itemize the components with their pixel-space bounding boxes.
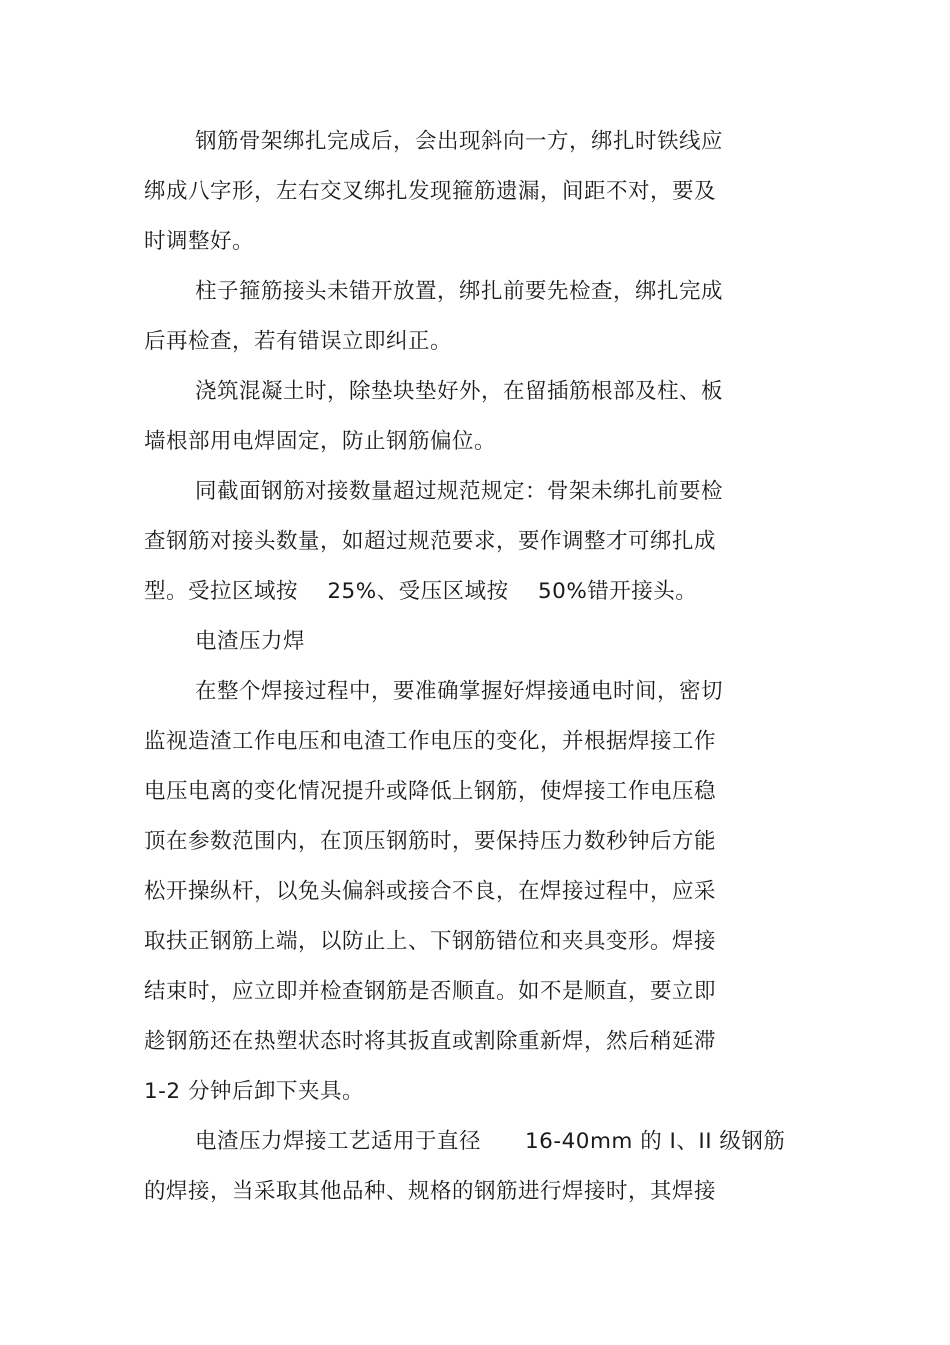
paragraph-5-line-7: 结束时，应立即并检查钢筋是否顺直。如不是顺直，要立即 — [144, 979, 717, 1004]
paragraph-1-line-3: 时调整好。 — [144, 229, 255, 254]
paragraph-5-line-2: 监视造渣工作电压和电渣工作电压的变化，并根据焊接工作 — [144, 729, 717, 754]
paragraph-5-line-1: 在整个焊接过程中，要准确掌握好焊接通电时间，密切 — [195, 679, 724, 704]
paragraph-2-line-2: 后再检查，若有错误立即纠正。 — [144, 329, 453, 354]
paragraph-4-line-1: 同截面钢筋对接数量超过规范规定：骨架未绑扎前要检 — [195, 479, 724, 504]
paragraph-5-line-5: 松开操纵杆，以免头偏斜或接合不良，在焊接过程中，应采 — [144, 879, 717, 904]
paragraph-3-line-2: 墙根部用电焊固定，防止钢筋偏位。 — [144, 429, 497, 454]
paragraph-1-line-2: 绑成八字形，左右交叉绑扎发现箍筋遗漏，间距不对，要及 — [144, 179, 717, 204]
paragraph-1-line-1: 钢筋骨架绑扎完成后，会出现斜向一方，绑扎时铁线应 — [195, 129, 724, 154]
paragraph-5-line-4: 顶在参数范围内，在顶压钢筋时，要保持压力数秒钟后方能 — [144, 829, 717, 854]
paragraph-6-line-2: 的焊接，当采取其他品种、规格的钢筋进行焊接时，其焊接 — [144, 1179, 717, 1204]
paragraph-4-line-2: 查钢筋对接头数量，如超过规范要求，要作调整才可绑扎成 — [144, 529, 717, 554]
paragraph-5-line-3: 电压电离的变化情况提升或降低上钢筋，使焊接工作电压稳 — [144, 779, 717, 804]
section-heading: 电渣压力焊 — [195, 629, 306, 654]
paragraph-3-line-1: 浇筑混凝土时，除垫块垫好外，在留插筋根部及柱、板 — [195, 379, 724, 404]
paragraph-5-line-9: 1-2 分钟后卸下夹具。 — [144, 1079, 364, 1104]
paragraph-4-line-3: 型。受拉区域按 25%、受压区域按 50%错开接头。 — [144, 579, 698, 604]
paragraph-5-line-6: 取扶正钢筋上端，以防止上、下钢筋错位和夹具变形。焊接 — [144, 929, 717, 954]
paragraph-5-line-8: 趁钢筋还在热塑状态时将其扳直或割除重新焊，然后稍延滞 — [144, 1029, 717, 1054]
paragraph-2-line-1: 柱子箍筋接头未错开放置，绑扎前要先检查，绑扎完成 — [195, 279, 724, 304]
paragraph-6-line-1: 电渣压力焊接工艺适用于直径 16-40mm 的 I、II 级钢筋 — [195, 1129, 786, 1154]
